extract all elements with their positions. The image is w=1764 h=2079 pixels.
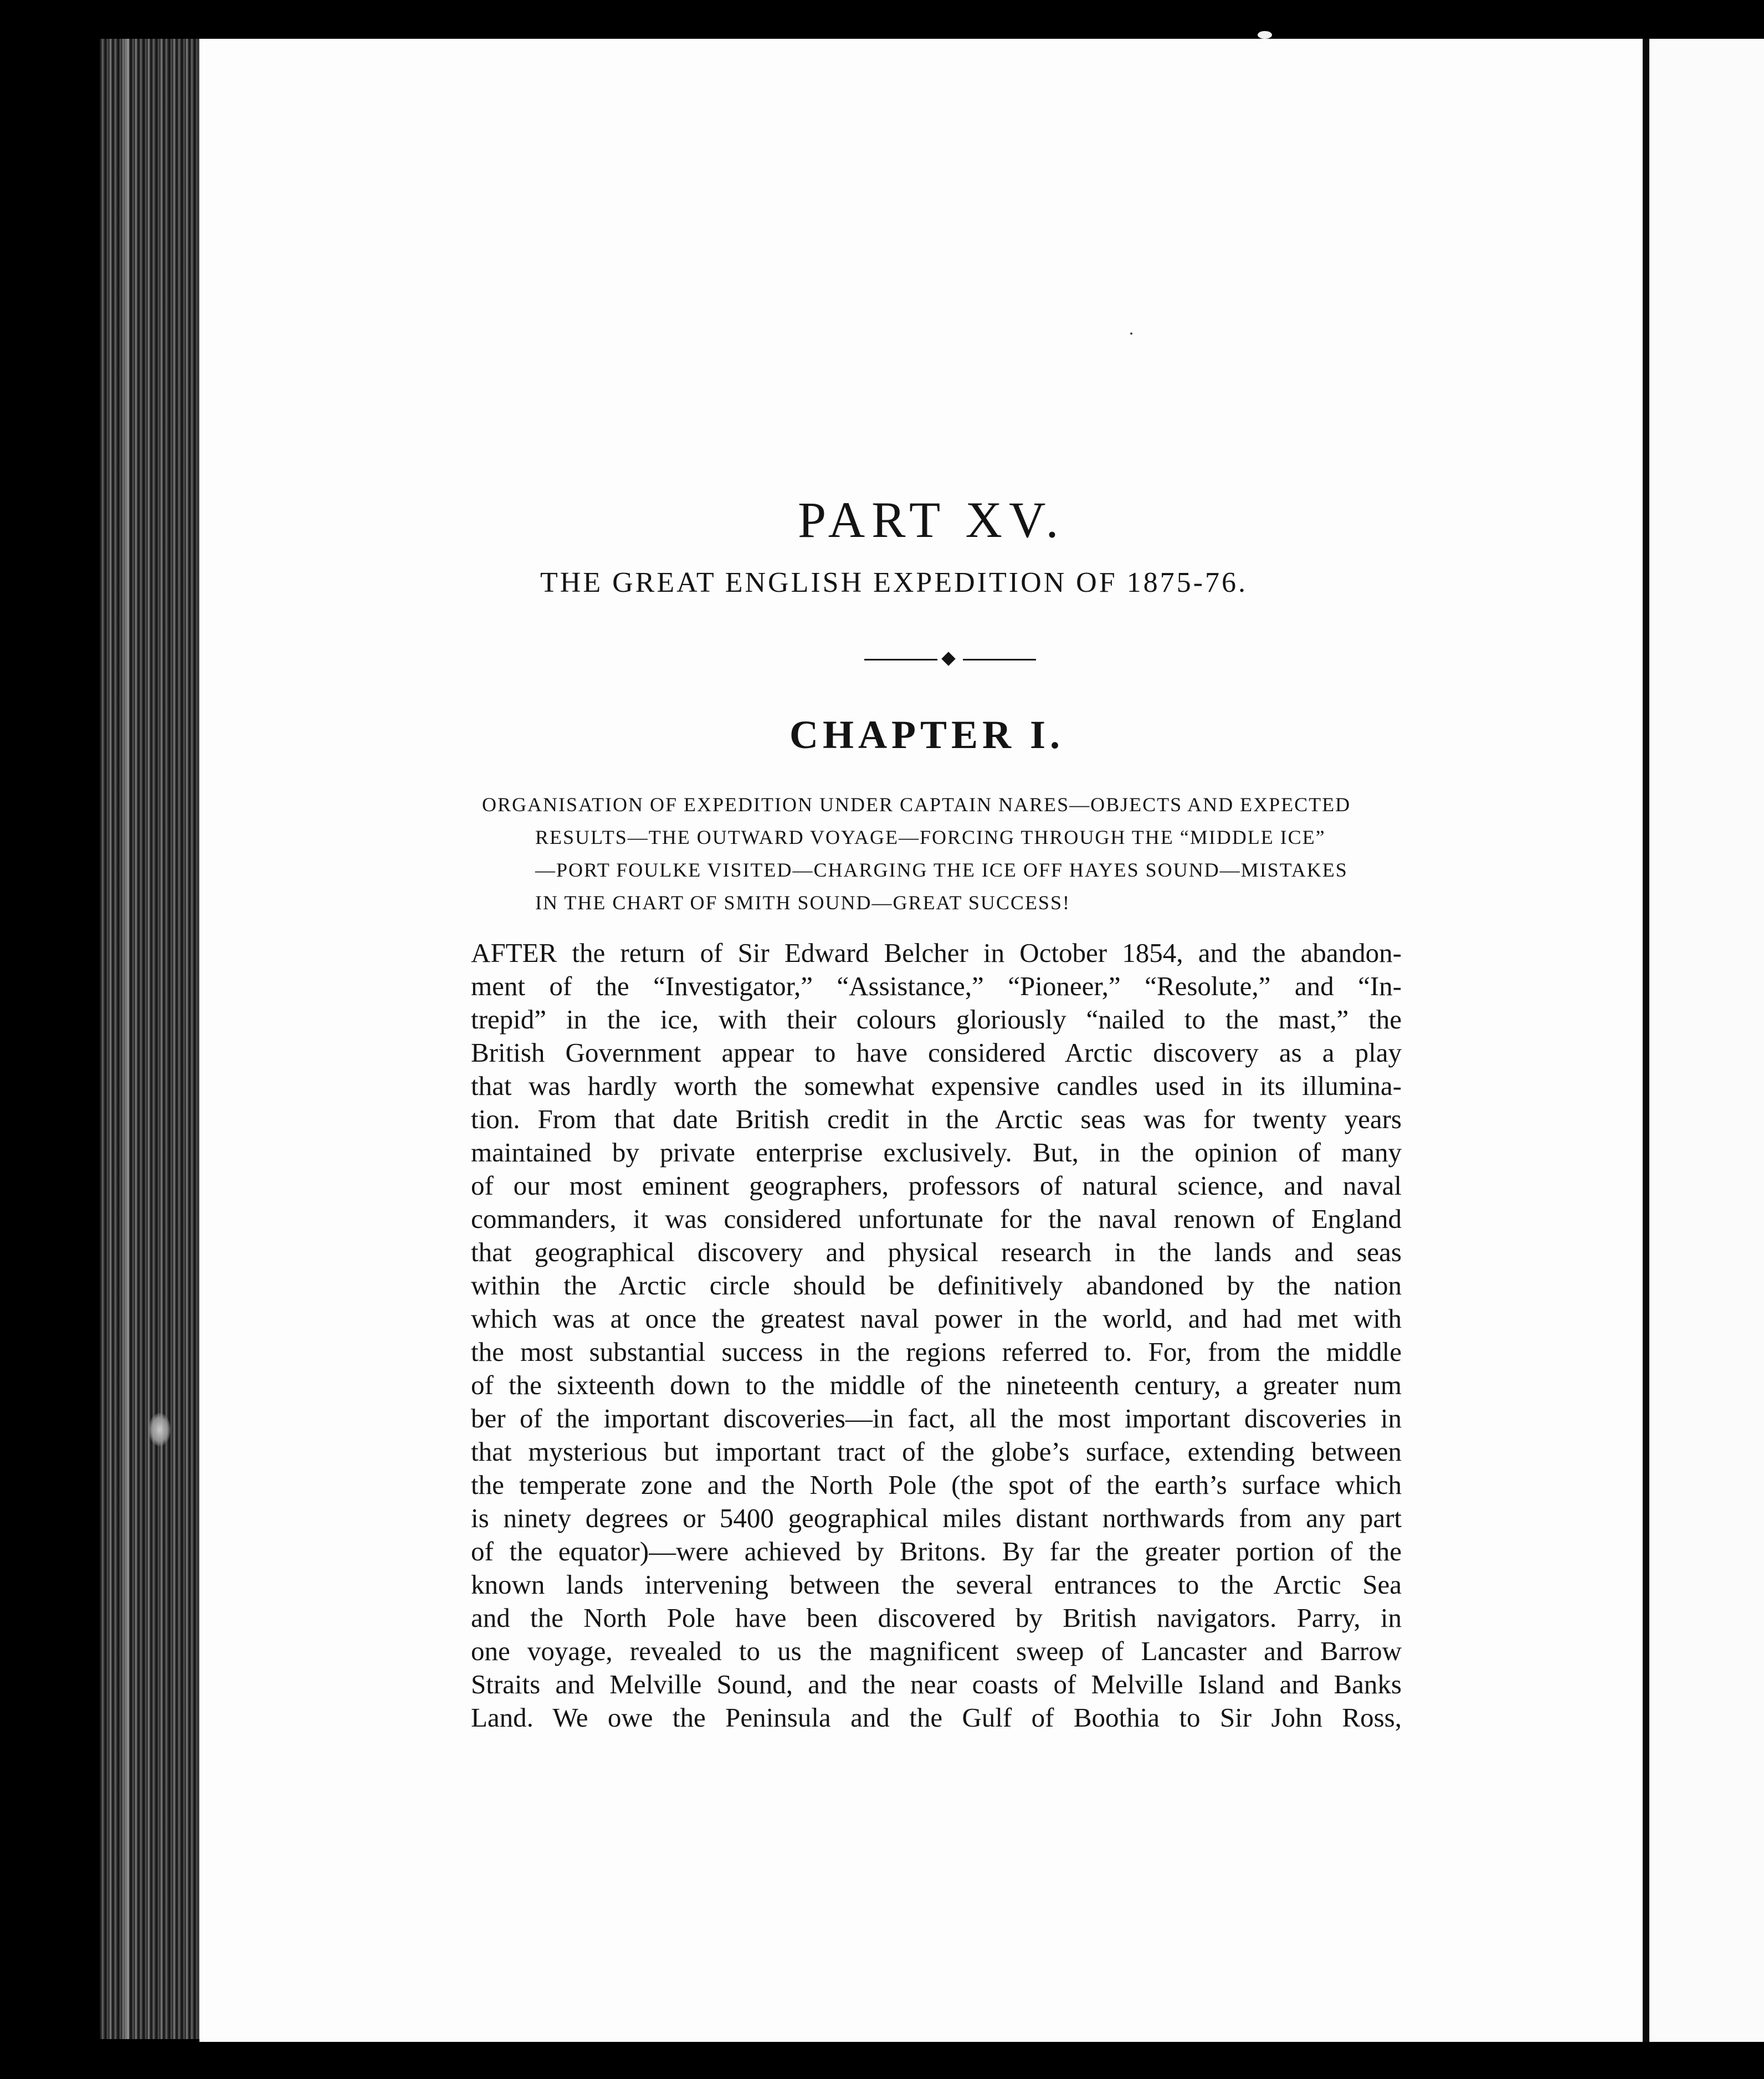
body-line: which was at once the greatest naval power in the world, and had met with [471, 1303, 1402, 1334]
body-line: ment of the “Investigator,” “Assistance,” “Pioneer,” “Resolute,” and “In- [471, 971, 1402, 1001]
body-paragraph [471, 936, 1402, 1734]
body-line: that mysterious but important tract of the globe’s surface, extending between [471, 1436, 1402, 1467]
chapter-synopsis [482, 788, 1404, 919]
page-speck [1130, 332, 1132, 335]
synopsis-line: RESULTS—THE OUTWARD VOYAGE—FORCING THROUGH THE “MIDDLE ICE” [535, 826, 1326, 848]
synopsis-line: —PORT FOULKE VISITED—CHARGING THE ICE OFF HAYES SOUND—MISTAKES [535, 859, 1348, 881]
body-line: one voyage, revealed to us the magnificent sweep of Lancaster and Barrow [471, 1636, 1402, 1666]
body-line: of the equator)—were achieved by Britons. By far the greater portion of the [471, 1536, 1402, 1566]
body-line: of the sixteenth down to the middle of the nineteenth century, a greater num [471, 1370, 1402, 1400]
part-title: PART XV. [798, 491, 1065, 548]
fore-edge-highlight [125, 39, 129, 2039]
ornament-line-right [963, 659, 1036, 660]
body-line: maintained by private enterprise exclusively. But, in the opinion of many [471, 1137, 1402, 1167]
body-line: within the Arctic circle should be definitively abandoned by the nation [471, 1270, 1402, 1300]
scan-speck [1258, 31, 1272, 39]
body-line: commanders, it was considered unfortunate for the naval renown of England [471, 1204, 1402, 1234]
ornamental-rule [864, 653, 1036, 666]
body-line: that was hardly worth the somewhat expensive candles used in its illumina- [471, 1071, 1402, 1101]
facing-page-edge [1649, 39, 1764, 2042]
body-line: British Government appear to have considered Arctic discovery as a play [471, 1037, 1402, 1068]
synopsis-line: IN THE CHART OF SMITH SOUND—GREAT SUCCESS! [535, 892, 1070, 914]
body-line: known lands intervening between the several entrances to the Arctic Sea [471, 1569, 1402, 1600]
part-subtitle: THE GREAT ENGLISH EXPEDITION OF 1875-76. [540, 567, 1248, 598]
body-line: Straits and Melville Sound, and the near coasts of Melville Island and Banks [471, 1669, 1402, 1699]
book-fore-edge [100, 39, 205, 2039]
ornament-diamond-icon [941, 652, 955, 665]
chapter-title: CHAPTER I. [789, 713, 1065, 757]
page-smudge [148, 1413, 171, 1446]
gutter-shadow [1643, 39, 1649, 2042]
body-line: and the North Pole have been discovered by British navigators. Parry, in [471, 1602, 1402, 1633]
ornament-line-left [864, 659, 937, 660]
body-line: Land. We owe the Peninsula and the Gulf of Boothia to Sir John Ross, [471, 1702, 1402, 1733]
body-line: of our most eminent geographers, professors of natural science, and naval [471, 1170, 1402, 1201]
body-line: trepid” in the ice, with their colours gloriously “nailed to the mast,” the [471, 1004, 1402, 1035]
body-line: that geographical discovery and physical research in the lands and seas [471, 1237, 1402, 1267]
body-line: AFTER the return of Sir Edward Belcher in October 1854, and the abandon- [471, 938, 1402, 968]
synopsis-line: ORGANISATION OF EXPEDITION UNDER CAPTAIN NARES—OBJECTS AND EXPECTED [482, 793, 1351, 816]
body-line: the most substantial success in the regions referred to. For, from the middle [471, 1336, 1402, 1367]
body-line: is ninety degrees or 5400 geographical miles distant northwards from any part [471, 1503, 1402, 1533]
body-line: the temperate zone and the North Pole (the spot of the earth’s surface which [471, 1469, 1402, 1500]
body-line: ber of the important discoveries—in fact, all the most important discoveries in [471, 1403, 1402, 1433]
body-line: tion. From that date British credit in the Arctic seas was for twenty years [471, 1104, 1402, 1134]
